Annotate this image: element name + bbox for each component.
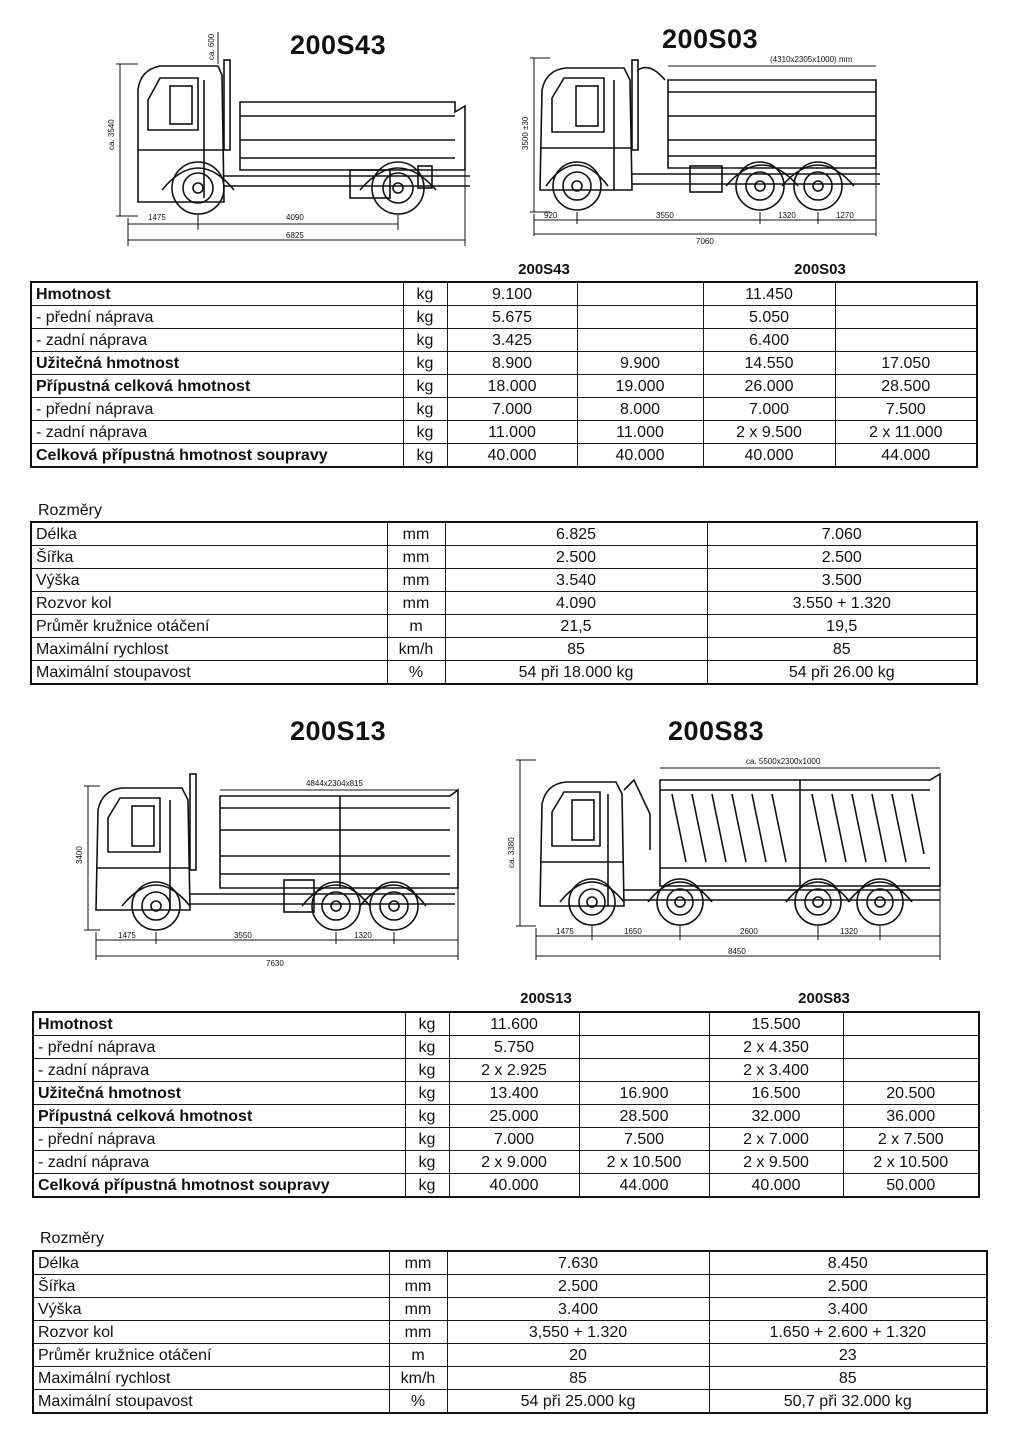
row-value: 40.000 (577, 444, 703, 468)
row-value: 25.000 (449, 1105, 579, 1128)
row-value: 1.650 + 2.600 + 1.320 (709, 1321, 987, 1344)
section-label-dimensions: Rozměry (40, 1230, 105, 1247)
column-header-200s83: 200S83 (798, 990, 850, 1007)
dim-mirror: ca. 600 (207, 33, 216, 60)
weights-table-top (30, 281, 978, 468)
table-row (33, 1298, 987, 1321)
row-unit: kg (403, 444, 447, 468)
table-row (33, 1036, 979, 1059)
table-row (31, 329, 977, 352)
row-value: 7.630 (447, 1251, 709, 1275)
row-value: 21,5 (445, 615, 707, 638)
row-label: - přední náprava (33, 1128, 405, 1151)
row-value: 9.100 (447, 282, 577, 306)
row-unit: kg (405, 1082, 449, 1105)
row-value: 15.500 (709, 1012, 843, 1036)
model-title-200s03: 200S03 (662, 24, 759, 54)
row-value: 20.500 (843, 1082, 979, 1105)
dim-length-total: 7630 (266, 959, 284, 968)
row-label: - přední náprava (31, 398, 403, 421)
row-value (577, 329, 703, 352)
row-value: 3.400 (709, 1298, 987, 1321)
table-row (33, 1367, 987, 1390)
row-value: 85 (445, 638, 707, 661)
row-value: 2 x 2.925 (449, 1059, 579, 1082)
table-row (33, 1082, 979, 1105)
truck-drawing-200s03 (520, 40, 900, 250)
row-unit: % (389, 1390, 447, 1414)
row-unit: kg (405, 1128, 449, 1151)
dim-height: 3400 (75, 846, 84, 864)
dim-front-overhang: 1475 (556, 927, 574, 936)
row-unit: kg (405, 1174, 449, 1198)
row-unit: mm (387, 522, 445, 546)
row-value: 3,550 + 1.320 (447, 1321, 709, 1344)
row-unit: km/h (389, 1367, 447, 1390)
dim-body-size: (4310x2305x1000) mm (770, 55, 853, 64)
row-value: 2 x 9.500 (703, 421, 835, 444)
row-value: 7.000 (703, 398, 835, 421)
row-value: 7.060 (707, 522, 977, 546)
row-label: Hmotnost (31, 282, 403, 306)
row-label: - zadní náprava (33, 1151, 405, 1174)
column-header-200s03: 200S03 (794, 261, 846, 278)
table-row (31, 522, 977, 546)
table-row (31, 421, 977, 444)
row-value: 2 x 9.500 (709, 1151, 843, 1174)
row-label: Užitečná hmotnost (31, 352, 403, 375)
row-unit: kg (405, 1151, 449, 1174)
row-value: 3.500 (707, 569, 977, 592)
row-value: 54 při 18.000 kg (445, 661, 707, 685)
row-label: Celková přípustná hmotnost soupravy (33, 1174, 405, 1198)
table-row (33, 1275, 987, 1298)
row-label: Průměr kružnice otáčení (33, 1344, 389, 1367)
row-value (843, 1059, 979, 1082)
row-value: 11.000 (447, 421, 577, 444)
row-value: 6.825 (445, 522, 707, 546)
dim-height: 3500 ±30 (521, 116, 530, 150)
table-row (33, 1344, 987, 1367)
row-value (843, 1036, 979, 1059)
row-value (579, 1059, 709, 1082)
row-label: Hmotnost (33, 1012, 405, 1036)
row-value: 13.400 (449, 1082, 579, 1105)
row-value: 9.900 (577, 352, 703, 375)
row-value: 8.450 (709, 1251, 987, 1275)
row-unit: km/h (387, 638, 445, 661)
row-value: 23 (709, 1344, 987, 1367)
row-label: Maximální rychlost (31, 638, 387, 661)
row-value: 54 při 26.00 kg (707, 661, 977, 685)
row-value (579, 1012, 709, 1036)
dim-wheelbase-2: 2600 (740, 927, 758, 936)
row-value: 2 x 10.500 (579, 1151, 709, 1174)
table-row (33, 1128, 979, 1151)
row-label: Rozvor kol (33, 1321, 389, 1344)
row-value (577, 306, 703, 329)
row-label: Šířka (33, 1275, 389, 1298)
row-value: 16.900 (579, 1082, 709, 1105)
row-value: 14.550 (703, 352, 835, 375)
row-value: 32.000 (709, 1105, 843, 1128)
row-value: 2 x 11.000 (835, 421, 977, 444)
row-value: 19.000 (577, 375, 703, 398)
dim-wheelbase: 4090 (286, 213, 304, 222)
row-label: Maximální rychlost (33, 1367, 389, 1390)
row-value: 7.500 (835, 398, 977, 421)
row-value: 2 x 9.000 (449, 1151, 579, 1174)
table-row (33, 1151, 979, 1174)
row-label: Výška (33, 1298, 389, 1321)
row-unit: m (387, 615, 445, 638)
row-label: Přípustná celková hmotnost (31, 375, 403, 398)
row-value: 5.050 (703, 306, 835, 329)
row-label: Celková přípustná hmotnost soupravy (31, 444, 403, 468)
dim-body-size: ca. 5500x2300x1000 (746, 757, 821, 766)
row-value (577, 282, 703, 306)
row-value: 16.500 (709, 1082, 843, 1105)
table-row (31, 375, 977, 398)
row-label: - zadní náprava (31, 421, 403, 444)
truck-drawing-200s13 (70, 760, 470, 970)
dim-height: ca. 3380 (507, 837, 516, 868)
row-value: 6.400 (703, 329, 835, 352)
row-value (835, 329, 977, 352)
column-header-200s13: 200S13 (520, 990, 572, 1007)
dim-wheelbase-2: 1320 (778, 211, 796, 220)
row-value: 3.540 (445, 569, 707, 592)
row-unit: mm (387, 592, 445, 615)
row-label: Rozvor kol (31, 592, 387, 615)
table-row (31, 661, 977, 685)
row-value: 36.000 (843, 1105, 979, 1128)
row-value: 17.050 (835, 352, 977, 375)
table-row (31, 352, 977, 375)
row-unit: mm (387, 569, 445, 592)
dim-rear-overhang: 1270 (836, 211, 854, 220)
dim-length-total: 8450 (728, 947, 746, 956)
row-value: 54 při 25.000 kg (447, 1390, 709, 1414)
row-value: 3.425 (447, 329, 577, 352)
row-value: 2 x 10.500 (843, 1151, 979, 1174)
dim-front-overhang: 1475 (118, 931, 136, 940)
row-label: - zadní náprava (33, 1059, 405, 1082)
row-value: 28.500 (835, 375, 977, 398)
row-value: 11.450 (703, 282, 835, 306)
row-value: 19,5 (707, 615, 977, 638)
row-label: Přípustná celková hmotnost (33, 1105, 405, 1128)
table-row (33, 1321, 987, 1344)
section-label-dimensions: Rozměry (38, 502, 103, 519)
row-value: 3.400 (447, 1298, 709, 1321)
table-row (31, 282, 977, 306)
row-label: - přední náprava (33, 1036, 405, 1059)
dim-body-size: 4844x2304x815 (306, 779, 363, 788)
row-unit: kg (403, 329, 447, 352)
row-label: Výška (31, 569, 387, 592)
row-label: Šířka (31, 546, 387, 569)
row-label: - přední náprava (31, 306, 403, 329)
row-value: 11.000 (577, 421, 703, 444)
row-unit: kg (405, 1105, 449, 1128)
dim-wheelbase-1: 3550 (656, 211, 674, 220)
dim-wheelbase-2: 1320 (354, 931, 372, 940)
row-value: 40.000 (709, 1174, 843, 1198)
dim-wheelbase-1: 1650 (624, 927, 642, 936)
row-value: 2 x 7.500 (843, 1128, 979, 1151)
row-label: Délka (33, 1251, 389, 1275)
dim-front-overhang: 920 (544, 211, 558, 220)
table-row (31, 546, 977, 569)
row-value: 85 (707, 638, 977, 661)
row-label: Délka (31, 522, 387, 546)
dim-front-overhang: 1475 (148, 213, 166, 222)
row-unit: kg (403, 282, 447, 306)
row-unit: kg (403, 352, 447, 375)
row-value: 20 (447, 1344, 709, 1367)
row-value: 7.500 (579, 1128, 709, 1151)
row-value: 2 x 7.000 (709, 1128, 843, 1151)
dim-length-total: 6825 (286, 231, 304, 240)
row-value (843, 1012, 979, 1036)
row-value: 44.000 (835, 444, 977, 468)
row-value: 26.000 (703, 375, 835, 398)
column-header-200s43: 200S43 (518, 261, 570, 278)
row-unit: kg (405, 1059, 449, 1082)
weights-table-bottom (32, 1011, 980, 1198)
row-value: 2 x 4.350 (709, 1036, 843, 1059)
row-value: 2 x 3.400 (709, 1059, 843, 1082)
row-unit: kg (403, 306, 447, 329)
row-value: 11.600 (449, 1012, 579, 1036)
row-value: 2.500 (707, 546, 977, 569)
dim-wheelbase-1: 3550 (234, 931, 252, 940)
dim-length-total: 7060 (696, 237, 714, 246)
row-value: 7.000 (449, 1128, 579, 1151)
table-row (31, 444, 977, 468)
row-label: - zadní náprava (31, 329, 403, 352)
row-value: 50.000 (843, 1174, 979, 1198)
table-row (31, 569, 977, 592)
row-unit: kg (405, 1012, 449, 1036)
table-row (31, 638, 977, 661)
table-row (33, 1059, 979, 1082)
row-value (835, 282, 977, 306)
row-unit: kg (403, 375, 447, 398)
row-value: 2.500 (447, 1275, 709, 1298)
row-value: 85 (709, 1367, 987, 1390)
row-value (835, 306, 977, 329)
row-value: 2.500 (445, 546, 707, 569)
table-row (31, 306, 977, 329)
row-value: 28.500 (579, 1105, 709, 1128)
truck-drawing-200s43 (100, 20, 480, 250)
row-value: 40.000 (447, 444, 577, 468)
row-value: 50,7 při 32.000 kg (709, 1390, 987, 1414)
model-title-200s13: 200S13 (290, 716, 387, 746)
row-value: 8.900 (447, 352, 577, 375)
dimensions-table-bottom (32, 1250, 988, 1414)
row-label: Maximální stoupavost (31, 661, 387, 685)
row-unit: mm (389, 1251, 447, 1275)
table-row (33, 1012, 979, 1036)
model-title-200s43: 200S43 (290, 30, 387, 60)
row-unit: % (387, 661, 445, 685)
row-unit: mm (389, 1321, 447, 1344)
table-row (33, 1251, 987, 1275)
dim-wheelbase-3: 1320 (840, 927, 858, 936)
table-row (33, 1390, 987, 1414)
row-value: 4.090 (445, 592, 707, 615)
row-unit: mm (387, 546, 445, 569)
truck-drawing-200s83 (500, 750, 960, 970)
row-unit: kg (403, 398, 447, 421)
table-row (33, 1105, 979, 1128)
row-value: 3.550 + 1.320 (707, 592, 977, 615)
row-unit: kg (405, 1036, 449, 1059)
row-value: 44.000 (579, 1174, 709, 1198)
row-label: Maximální stoupavost (33, 1390, 389, 1414)
table-row (33, 1174, 979, 1198)
row-value: 85 (447, 1367, 709, 1390)
model-title-200s83: 200S83 (668, 716, 765, 746)
row-value: 40.000 (449, 1174, 579, 1198)
row-unit: m (389, 1344, 447, 1367)
row-value: 7.000 (447, 398, 577, 421)
row-unit: kg (403, 421, 447, 444)
table-row (31, 592, 977, 615)
row-value: 18.000 (447, 375, 577, 398)
row-label: Užitečná hmotnost (33, 1082, 405, 1105)
row-value: 40.000 (703, 444, 835, 468)
row-value: 5.675 (447, 306, 577, 329)
row-label: Průměr kružnice otáčení (31, 615, 387, 638)
dim-height: ca. 3540 (107, 119, 116, 150)
row-unit: mm (389, 1298, 447, 1321)
row-value: 2.500 (709, 1275, 987, 1298)
table-row (31, 615, 977, 638)
row-value (579, 1036, 709, 1059)
row-unit: mm (389, 1275, 447, 1298)
table-row (31, 398, 977, 421)
dimensions-table-top (30, 521, 978, 685)
row-value: 8.000 (577, 398, 703, 421)
row-value: 5.750 (449, 1036, 579, 1059)
